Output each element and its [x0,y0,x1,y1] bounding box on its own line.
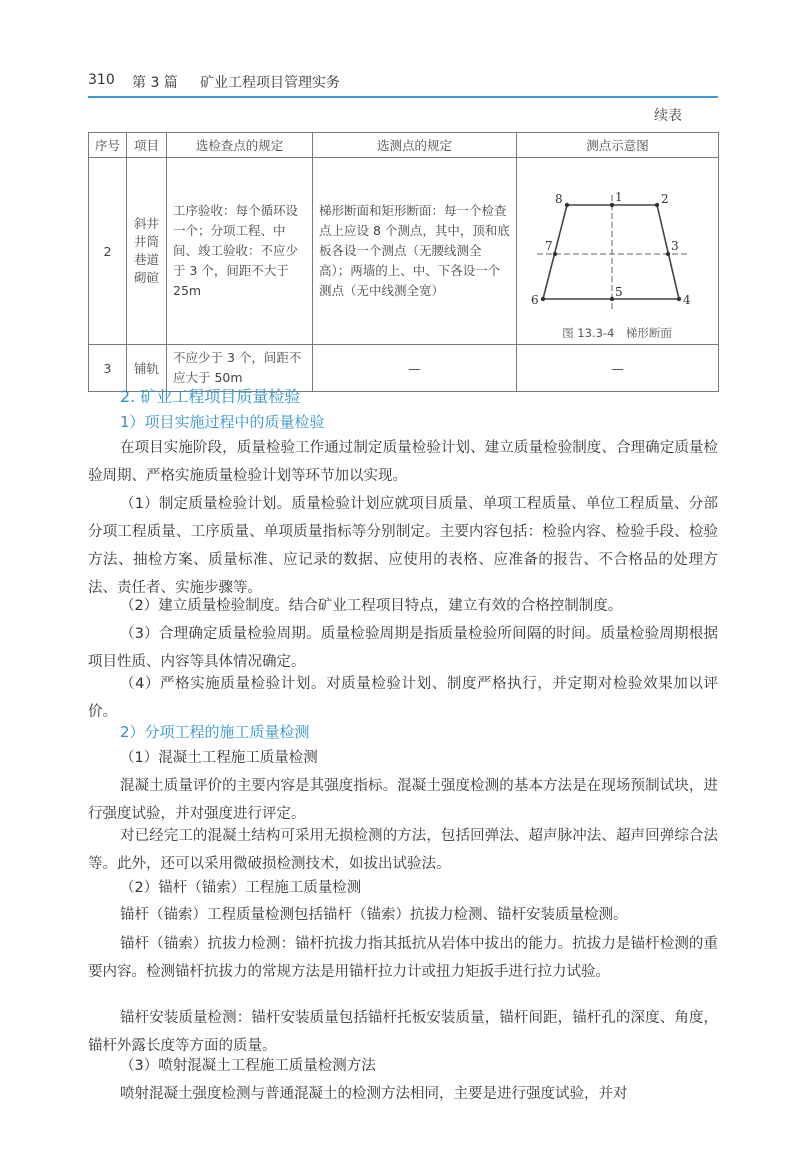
col-header-check-rule: 选检查点的规定 [167,133,313,158]
point-4-dot [677,296,681,300]
point-6-label: 6 [531,292,539,307]
section-heading: 2. 矿业工程项目质量检验 [120,387,301,406]
paragraph: 在项目实施阶段，质量检验工作通过制定质量检验计划、建立质量检验制度、合理确定质量检验周期、严格实施质量检验计划等环节加以实现。 [88,440,718,484]
paragraph: （3）合理确定质量检验周期。质量检验周期是指质量检验所间隔的时间。质量检验周期根据项目性质、内容等具体情况确定。 [88,626,718,670]
paragraph: （2）建立质量检验制度。结合矿业工程项目特点，建立有效的合格控制制度。 [120,598,623,614]
book-title: 矿业工程项目管理实务 [200,75,340,91]
item-line: 井筒 [133,234,159,249]
trapezoid-outline [543,205,679,299]
point-2-label: 2 [661,191,669,206]
point-3-label: 3 [671,238,679,253]
point-8-label: 8 [555,191,563,206]
paragraph: 混凝土质量评价的主要内容是其强度指标。混凝土强度检测的基本方法是在现场预制试块，进行强度试验，并对强度进行评定。 [88,778,718,822]
row-number: 2 [89,158,127,345]
item-heading: （1）混凝土工程施工质量检测 [120,750,318,766]
point-6-dot [541,296,545,300]
paragraph: （1）制定质量检验计划。质量检验计划应就项目质量、单项工程质量、单位工程质量、分部分项工程质量、工序质量、单项质量指标等分别制定。主要内容包括：检验内容、检验手段、检验方法、抽检方案、质量标准、应记录的数据、应使用的表格、应准备的报告、不合格品的处理方法、责任者、实施步骤等。 [88,496,718,596]
item-heading: （2）锚杆（锚索）工程施工质量检测 [120,880,362,896]
col-header-diagram: 测点示意图 [517,133,719,158]
paragraph: 锚杆（锚索）工程质量检测包括锚杆（锚索）抗拔力检测、锚杆安装质量检测。 [120,907,628,923]
row-item [127,158,167,345]
point-3-dot [666,251,670,255]
part-label: 第 3 篇 [132,75,178,91]
paragraph: 锚杆安装质量检测：锚杆安装质量包括锚杆托板安装质量，锚杆间距，锚杆孔的深度、角度，锚杆外露长度等方面的质量。 [88,1010,718,1054]
item-line: 斜井 [133,216,159,231]
page-number: 310 [88,72,115,88]
paragraph: 对已经完工的混凝土结构可采用无损检测的方法，包括回弹法、超声脉冲法、超声回弹综合法等。此外，还可以采用微破损检测技术，如拔出试验法。 [88,828,718,872]
trapezoid-diagram-cell [517,158,719,345]
col-header-item: 项目 [127,133,167,158]
point-7-label: 7 [545,238,553,253]
row-item: 铺轨 [127,345,167,392]
col-header-num: 序号 [89,133,127,158]
row-measure-rule: 梯形断面和矩形断面：每一个检查点上应设 8 个测点，其中，顶和底板各设一个测点（无腰线测全高）；两墙的上、中、下各设一个测点（无中线测全宽） [313,158,517,345]
header-rule [88,96,718,98]
row-number: 3 [89,345,127,392]
point-2-dot [655,202,659,206]
running-header [88,68,718,92]
continued-label: 续表 [654,108,682,124]
paragraph: （4）严格实施质量检验计划。对质量检验计划、制度严格执行，并定期对检验效果加以评价。 [88,676,718,720]
trapezoid-diagram [517,159,717,344]
point-4-label: 4 [683,292,691,307]
inspection-table [88,132,719,392]
row-diagram: — [517,345,719,392]
point-8-dot [565,202,569,206]
subsection-heading-1: 1）项目实施过程中的质量检验 [120,413,325,431]
table-header-row [89,133,719,158]
point-5-dot [610,296,614,300]
point-7-dot [553,251,557,255]
col-header-measure-rule: 选测点的规定 [313,133,517,158]
paragraph: 锚杆（锚索）抗拔力检测：锚杆抗拔力指其抵抗从岩体中拔出的能力。抗拔力是锚杆检测的重要内容。检测锚杆抗拔力的常规方法是用锚杆拉力计或扭力矩扳手进行拉力试验。 [88,936,718,980]
subsection-heading-2: 2）分项工程的施工质量检测 [120,723,310,741]
item-line: 砌碹 [133,270,159,285]
table-row [89,158,719,345]
point-5-label: 5 [615,284,623,299]
paragraph: 喷射混凝土强度检测与普通混凝土的检测方法相同，主要是进行强度试验，并对 [120,1086,628,1102]
point-1-dot [610,202,614,206]
point-1-label: 1 [615,189,623,204]
figure-caption: 图 13.3-4 梯形断面 [562,325,672,340]
row-check-rule: 不应少于 3 个，间距不应大于 50m [167,345,313,392]
item-heading: （3）喷射混凝土工程施工质量检测方法 [120,1058,376,1074]
item-line: 巷道 [133,252,159,267]
row-check-rule: 工序验收：每个循环设一个；分项工程、中间、竣工验收：不应少于 3 个，间距不大于 25m [167,158,313,345]
row-measure-rule: — [313,345,517,392]
